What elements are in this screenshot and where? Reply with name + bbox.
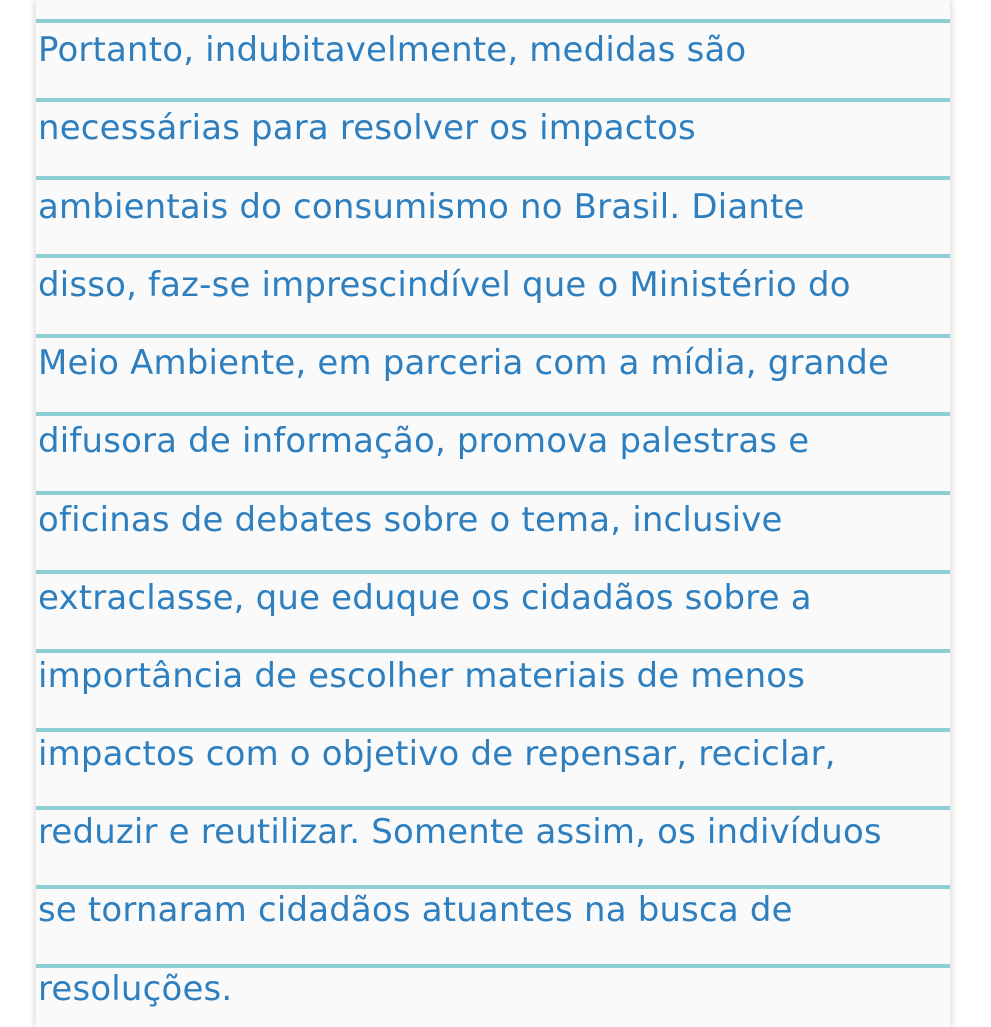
ruled-line bbox=[36, 254, 950, 258]
text-line-6: difusora de informação, promova palestras e bbox=[38, 421, 810, 461]
ruled-line bbox=[36, 176, 950, 180]
ruled-line bbox=[36, 964, 950, 968]
ruled-line bbox=[36, 885, 950, 889]
text-line-11: reduzir e reutilizar. Somente assim, os indivíduos bbox=[38, 812, 882, 852]
text-line-9: importância de escolher materiais de menos bbox=[38, 656, 806, 696]
text-line-12: se tornaram cidadãos atuantes na busca de bbox=[38, 890, 793, 930]
text-line-8: extraclasse, que eduque os cidadãos sobre a bbox=[38, 578, 812, 618]
text-line-10: impactos com o objetivo de repensar, reciclar, bbox=[38, 734, 836, 774]
ruled-line bbox=[36, 570, 950, 574]
text-line-1: Portanto, indubitavelmente, medidas são bbox=[38, 30, 747, 70]
ruled-line bbox=[36, 491, 950, 495]
text-line-13: resoluções. bbox=[38, 969, 233, 1009]
text-line-7: oficinas de debates sobre o tema, inclusive bbox=[38, 500, 783, 540]
lined-paper bbox=[36, 0, 950, 1027]
ruled-line bbox=[36, 334, 950, 338]
ruled-line bbox=[36, 806, 950, 810]
ruled-line bbox=[36, 19, 950, 23]
text-line-4: disso, faz-se imprescindível que o Ministério do bbox=[38, 265, 851, 305]
ruled-line bbox=[36, 649, 950, 653]
ruled-line bbox=[36, 412, 950, 416]
ruled-line bbox=[36, 98, 950, 102]
text-line-3: ambientais do consumismo no Brasil. Diante bbox=[38, 187, 805, 227]
text-line-2: necessárias para resolver os impactos bbox=[38, 108, 696, 148]
text-line-5: Meio Ambiente, em parceria com a mídia, grande bbox=[38, 343, 890, 383]
ruled-line bbox=[36, 728, 950, 732]
